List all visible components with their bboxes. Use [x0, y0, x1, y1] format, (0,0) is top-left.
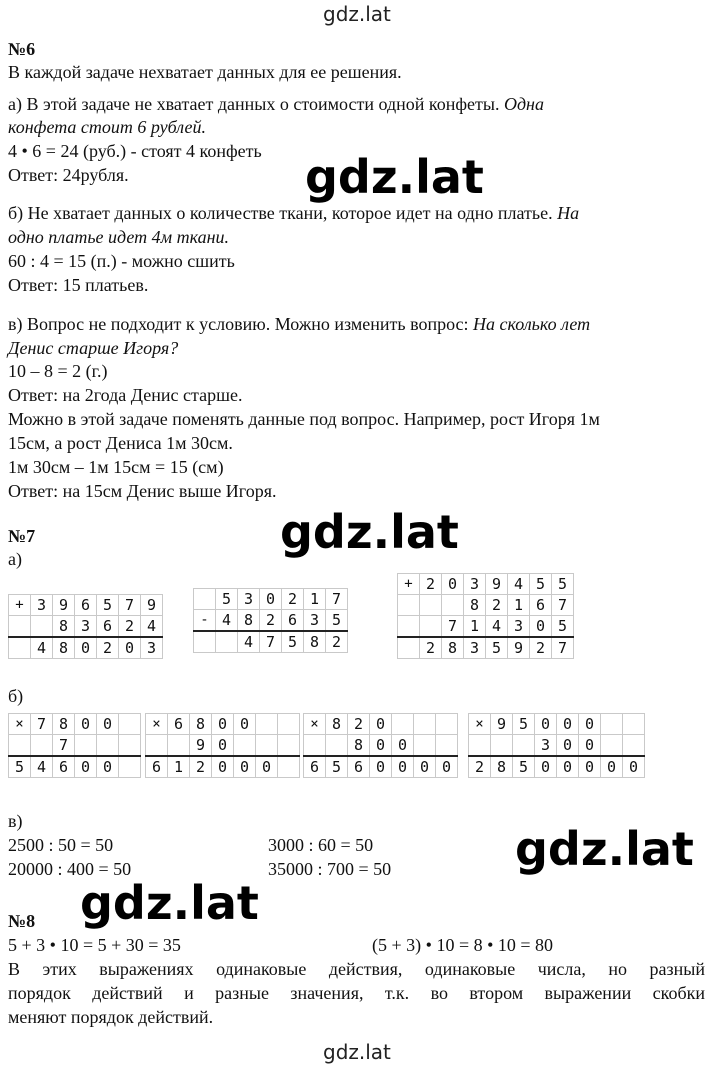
grid-cell: 3: [75, 616, 97, 638]
grid-cell: -: [194, 610, 216, 632]
task6-a-line1: а) В этой задаче не хватает данных о стоимости одной конфеты. Одна: [8, 94, 544, 114]
task8-heading: №8: [8, 911, 36, 931]
grid-row: [9, 637, 163, 659]
grid-cell: 2: [420, 574, 442, 595]
grid-cell: 0: [535, 714, 557, 735]
grid-cell: 9: [491, 714, 513, 735]
watermark-1: gdz.lat: [305, 150, 484, 204]
grid-row: [9, 616, 163, 638]
grid-cell: [420, 595, 442, 616]
grid-cell: 0: [442, 574, 464, 595]
grid-cell: 0: [234, 714, 256, 735]
grid-cell: 6: [97, 616, 119, 638]
grid-cell: 0: [75, 714, 97, 735]
grid-cell: 0: [212, 714, 234, 735]
grid-cell: 0: [97, 714, 119, 735]
grid-cell: 0: [75, 637, 97, 659]
grid-cell: [31, 735, 53, 757]
grid-cell: 0: [370, 714, 392, 735]
grid-cell: 4: [141, 616, 163, 638]
grid-row: [146, 735, 300, 757]
grid-row: [469, 756, 645, 778]
grid-cell: 4: [508, 574, 530, 595]
grid-cell: 3: [508, 616, 530, 638]
arithmetic-grid: [397, 573, 574, 659]
division-2: 3000 : 60 = 50: [268, 835, 374, 855]
grid-cell: 8: [464, 595, 486, 616]
grid-cell: 4: [31, 637, 53, 659]
grid-cell: 8: [326, 714, 348, 735]
grid-cell: 4: [216, 610, 238, 632]
grid-row: [398, 637, 574, 659]
grid-cell: 9: [508, 637, 530, 659]
grid-cell: [398, 595, 420, 616]
grid-cell: 1: [508, 595, 530, 616]
grid-cell: 0: [579, 735, 601, 757]
task8-text1: В этих выражениях одинаковые действия, одинаковые числа, но разный: [8, 959, 705, 979]
task6-a-answer: Ответ: 24рубля.: [8, 165, 129, 185]
grid-cell: 0: [234, 756, 256, 778]
grid-cell: 6: [53, 756, 75, 778]
grid-cell: 0: [530, 616, 552, 638]
grid-row: [398, 595, 574, 616]
task8-expr2: (5 + 3) • 10 = 8 • 10 = 80: [372, 935, 554, 955]
grid-cell: 0: [212, 756, 234, 778]
grid-cell: 6: [146, 756, 168, 778]
grid-cell: [601, 735, 623, 757]
task7-part-b: б): [8, 686, 24, 706]
task6-v-calc: 10 – 8 = 2 (г.): [8, 361, 108, 381]
grid-cell: 5: [552, 616, 574, 638]
grid-cell: ×: [9, 714, 31, 735]
grid-row: [194, 589, 348, 610]
task6-b-line1: б) Не хватает данных о количестве ткани, которое идет на одно платье. На: [8, 203, 580, 223]
task8-expr1: 5 + 3 • 10 = 5 + 30 = 35: [8, 935, 181, 955]
grid-cell: 2: [469, 756, 491, 778]
grid-row: [146, 714, 300, 735]
watermark-3: gdz.lat: [515, 822, 694, 876]
grid-cell: 5: [513, 714, 535, 735]
grid-cell: 7: [31, 714, 53, 735]
grid-cell: 8: [53, 714, 75, 735]
grid-cell: 4: [238, 631, 260, 653]
division-3: 20000 : 400 = 50: [8, 859, 132, 879]
grid-cell: 0: [370, 756, 392, 778]
task6-v-answer2: Ответ: на 15см Денис выше Игоря.: [8, 481, 277, 501]
task6-a-line2: конфета стоит 6 рублей.: [8, 117, 207, 137]
grid-cell: 0: [370, 735, 392, 757]
grid-cell: 0: [557, 735, 579, 757]
grid-cell: 9: [141, 595, 163, 616]
grid-cell: 5: [216, 589, 238, 610]
task6-b-answer: Ответ: 15 платьев.: [8, 275, 149, 295]
grid-cell: [75, 735, 97, 757]
task6-v-line1: в) Вопрос не подходит к условию. Можно изменить вопрос: На сколько лет: [8, 314, 591, 334]
grid-row: [398, 616, 574, 638]
grid-cell: 0: [392, 756, 414, 778]
grid-cell: [326, 735, 348, 757]
grid-cell: ×: [146, 714, 168, 735]
grid-cell: [442, 595, 464, 616]
grid-cell: [278, 756, 300, 778]
arithmetic-grid: [193, 588, 348, 653]
task8-text2: порядок действий и разные значения, т.к. во втором выражении скобки: [8, 983, 705, 1003]
grid-row: [194, 631, 348, 653]
grid-cell: +: [9, 595, 31, 616]
task6-b-line2: одно платье идет 4м ткани.: [8, 227, 230, 247]
grid-cell: 5: [530, 574, 552, 595]
grid-cell: 4: [486, 616, 508, 638]
grid-cell: [234, 735, 256, 757]
grid-cell: ×: [304, 714, 326, 735]
grid-cell: 6: [75, 595, 97, 616]
grid-cell: 7: [552, 637, 574, 659]
grid-cell: 2: [348, 714, 370, 735]
arithmetic-grid: [303, 713, 458, 778]
division-1: 2500 : 50 = 50: [8, 835, 114, 855]
grid-row: [469, 714, 645, 735]
grid-cell: [420, 616, 442, 638]
grid-cell: 0: [256, 756, 278, 778]
grid-cell: 0: [97, 756, 119, 778]
grid-cell: [194, 589, 216, 610]
grid-cell: 0: [392, 735, 414, 757]
grid-row: [194, 610, 348, 632]
grid-row: [469, 735, 645, 757]
grid-cell: 6: [348, 756, 370, 778]
grid-cell: 0: [119, 637, 141, 659]
grid-cell: 2: [326, 631, 348, 653]
grid-cell: 3: [535, 735, 557, 757]
task6-a-calc: 4 • 6 = 24 (руб.) - стоят 4 конфеть: [8, 141, 262, 161]
grid-cell: 2: [97, 637, 119, 659]
grid-cell: 9: [486, 574, 508, 595]
grid-cell: 7: [442, 616, 464, 638]
grid-cell: [256, 735, 278, 757]
task6-v-extra1: Можно в этой задаче поменять данные под вопрос. Например, рост Игоря 1м: [8, 409, 600, 429]
grid-cell: 3: [238, 589, 260, 610]
grid-cell: 3: [141, 637, 163, 659]
grid-cell: [9, 616, 31, 638]
grid-cell: 6: [282, 610, 304, 632]
grid-cell: 8: [442, 637, 464, 659]
grid-cell: 0: [414, 756, 436, 778]
grid-cell: 5: [486, 637, 508, 659]
watermark-top: gdz.lat: [323, 2, 391, 26]
grid-row: [9, 735, 141, 757]
watermark-4: gdz.lat: [80, 876, 259, 930]
grid-cell: 4: [31, 756, 53, 778]
arithmetic-grid: [468, 713, 645, 778]
grid-cell: [146, 735, 168, 757]
grid-cell: 0: [436, 756, 458, 778]
grid-cell: [623, 714, 645, 735]
grid-cell: 8: [348, 735, 370, 757]
grid-cell: 5: [97, 595, 119, 616]
grid-cell: [31, 616, 53, 638]
task6-heading: №6: [8, 39, 36, 59]
task7-part-a: а): [8, 549, 22, 569]
grid-cell: 2: [190, 756, 212, 778]
grid-cell: 0: [579, 714, 601, 735]
grid-cell: 1: [168, 756, 190, 778]
grid-cell: [9, 735, 31, 757]
grid-cell: 6: [168, 714, 190, 735]
division-4: 35000 : 700 = 50: [268, 859, 392, 879]
arithmetic-grid: [145, 713, 300, 778]
grid-cell: 0: [579, 756, 601, 778]
grid-cell: 3: [464, 574, 486, 595]
grid-cell: [304, 735, 326, 757]
grid-cell: 9: [190, 735, 212, 757]
task6-intro: В каждой задаче нехватает данных для ее решения.: [8, 62, 402, 82]
grid-cell: 2: [486, 595, 508, 616]
grid-cell: 0: [601, 756, 623, 778]
grid-cell: 2: [282, 589, 304, 610]
grid-cell: 9: [53, 595, 75, 616]
grid-cell: [436, 714, 458, 735]
grid-cell: 0: [260, 589, 282, 610]
grid-cell: +: [398, 574, 420, 595]
grid-cell: 8: [304, 631, 326, 653]
grid-cell: 3: [464, 637, 486, 659]
grid-cell: [256, 714, 278, 735]
grid-cell: 5: [326, 610, 348, 632]
grid-cell: ×: [469, 714, 491, 735]
grid-cell: 7: [119, 595, 141, 616]
grid-cell: 7: [326, 589, 348, 610]
grid-cell: 5: [513, 756, 535, 778]
grid-cell: 8: [190, 714, 212, 735]
grid-cell: [513, 735, 535, 757]
task7-heading: №7: [8, 526, 36, 546]
grid-cell: [414, 735, 436, 757]
grid-row: [146, 756, 300, 778]
grid-cell: [216, 631, 238, 653]
grid-row: [9, 714, 141, 735]
grid-row: [9, 595, 163, 616]
task6-v-extra2: 15см, а рост Дениса 1м 30см.: [8, 433, 233, 453]
grid-cell: [97, 735, 119, 757]
grid-cell: [491, 735, 513, 757]
grid-cell: 6: [304, 756, 326, 778]
grid-cell: [601, 714, 623, 735]
watermark-bottom: gdz.lat: [323, 1040, 391, 1064]
grid-cell: 0: [557, 756, 579, 778]
grid-cell: 7: [53, 735, 75, 757]
grid-cell: 8: [53, 637, 75, 659]
grid-cell: [119, 735, 141, 757]
grid-cell: 8: [491, 756, 513, 778]
grid-cell: 8: [53, 616, 75, 638]
arithmetic-grid: [8, 713, 141, 778]
grid-cell: [623, 735, 645, 757]
grid-row: [304, 735, 458, 757]
grid-cell: 6: [530, 595, 552, 616]
grid-cell: 7: [260, 631, 282, 653]
grid-cell: [119, 714, 141, 735]
grid-cell: 0: [75, 756, 97, 778]
task6-v-calc2: 1м 30см – 1м 15см = 15 (см): [8, 457, 224, 477]
grid-cell: [414, 714, 436, 735]
grid-cell: 3: [304, 610, 326, 632]
task6-v-line2: Денис старше Игоря?: [8, 338, 179, 358]
arithmetic-grid: [8, 594, 163, 659]
grid-cell: [398, 637, 420, 659]
grid-cell: 5: [9, 756, 31, 778]
grid-cell: [119, 756, 141, 778]
grid-cell: 2: [420, 637, 442, 659]
grid-cell: 3: [31, 595, 53, 616]
grid-cell: 5: [326, 756, 348, 778]
grid-cell: [398, 616, 420, 638]
grid-cell: 1: [304, 589, 326, 610]
task8-text3: меняют порядок действий.: [8, 1007, 214, 1027]
grid-cell: [194, 631, 216, 653]
grid-cell: 8: [238, 610, 260, 632]
grid-cell: [168, 735, 190, 757]
grid-cell: [278, 714, 300, 735]
grid-cell: [392, 714, 414, 735]
grid-cell: [436, 735, 458, 757]
task7-part-v: в): [8, 811, 23, 831]
grid-cell: 0: [623, 756, 645, 778]
grid-cell: [278, 735, 300, 757]
grid-cell: [469, 735, 491, 757]
grid-cell: 2: [119, 616, 141, 638]
grid-row: [9, 756, 141, 778]
grid-cell: 0: [212, 735, 234, 757]
grid-cell: 2: [530, 637, 552, 659]
grid-cell: [9, 637, 31, 659]
task6-v-answer: Ответ: на 2года Денис старше.: [8, 385, 243, 405]
grid-cell: 7: [552, 595, 574, 616]
grid-cell: 2: [260, 610, 282, 632]
grid-cell: 0: [557, 714, 579, 735]
watermark-2: gdz.lat: [280, 505, 459, 559]
task6-b-calc: 60 : 4 = 15 (п.) - можно сшить: [8, 251, 235, 271]
grid-row: [398, 574, 574, 595]
grid-cell: 5: [552, 574, 574, 595]
grid-row: [304, 756, 458, 778]
grid-cell: 0: [535, 756, 557, 778]
grid-cell: 5: [282, 631, 304, 653]
grid-row: [304, 714, 458, 735]
grid-cell: 1: [464, 616, 486, 638]
